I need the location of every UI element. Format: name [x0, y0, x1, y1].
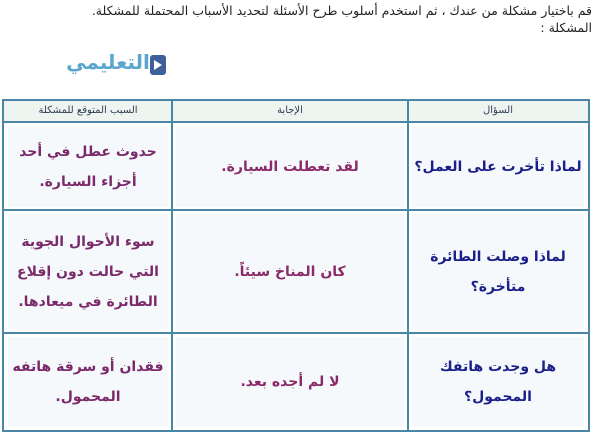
column-divider [407, 101, 409, 430]
header-answer: الإجابة [172, 101, 408, 123]
table-cell-answer: لقد تعطلت السيارة. [176, 127, 404, 207]
instruction-line-1: قم باختيار مشكلة من عندك ، ثم استخدم أسلوب طرح الأسئلة لتحديد الأسباب المحتملة للمشكلة. [91, 3, 592, 18]
problem-analysis-table [2, 99, 590, 432]
header-question: السؤال [408, 101, 588, 123]
instructions [2, 2, 592, 36]
table-cell-cause: فقدان أو سرقة هاتفه المحمول. [8, 337, 168, 426]
table-cell-question: هل وجدت هاتفك المحمول؟ [412, 337, 584, 426]
table-cell-answer: لا لم أجده بعد. [176, 337, 404, 426]
table-cell-answer: كان المناخ سيئاً. [176, 214, 404, 329]
header-cause: السبب المتوقع للمشكلة [4, 101, 172, 123]
logo-mark-icon [148, 52, 170, 78]
logo-text: التعليمي [66, 50, 150, 74]
row-divider [4, 332, 588, 334]
column-divider [171, 101, 173, 430]
table-cell-cause: سوء الأحوال الجوية التي حالت دون إقلاع الطائرة في ميعادها. [8, 214, 168, 329]
table-cell-cause: حدوث عطل في أحد أجزاء السيارة. [8, 127, 168, 207]
table-cell-question: لماذا تأخرت على العمل؟ [412, 127, 584, 207]
instruction-line-2: المشكلة : [540, 20, 592, 35]
table-cell-question: لماذا وصلت الطائرة متأخرة؟ [412, 214, 584, 329]
site-logo [60, 46, 170, 88]
row-divider [4, 209, 588, 211]
